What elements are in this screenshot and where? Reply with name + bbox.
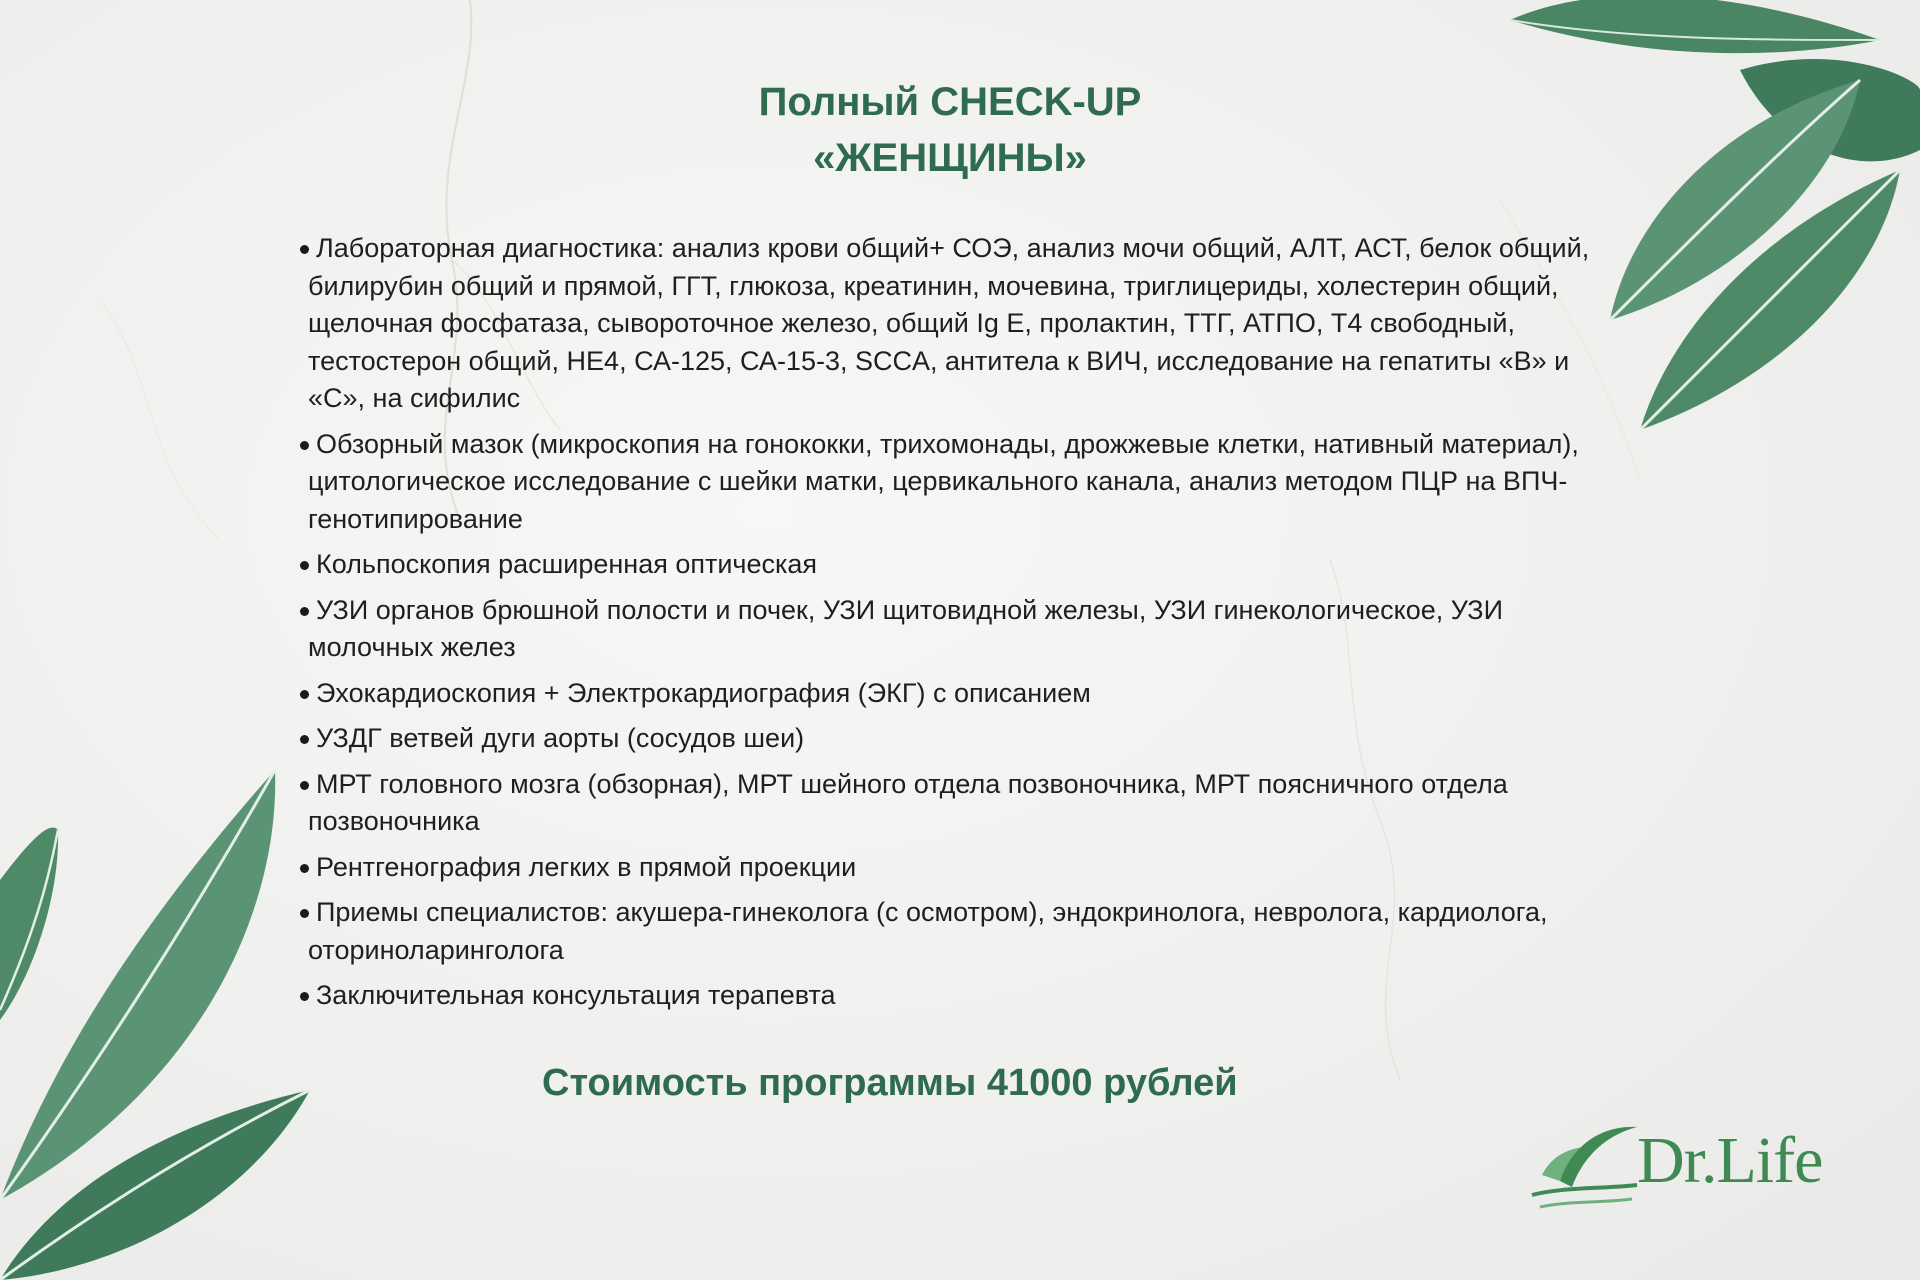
- list-item-text: Заключительная консультация терапевта: [316, 980, 836, 1010]
- list-item: [290, 720, 1630, 758]
- title-line-1: Полный CHECK-UP: [758, 80, 1142, 124]
- list-item: [290, 894, 1630, 969]
- list-item: [290, 546, 1630, 584]
- list-item: [290, 426, 1630, 539]
- list-item-text: УЗИ органов брюшной полости и почек, УЗИ щитовидной железы, УЗИ гинекологическое, УЗИ молочных желез: [308, 594, 1504, 662]
- list-item: [290, 977, 1630, 1015]
- list-item-text: Лабораторная диагностика: анализ крови общий+ СОЭ, анализ мочи общий, АЛТ, АСТ, белок общий, билирубин общий и прямой, ГГТ, глюкоза, креатинин, мочевина, триглицериды, холестерин общий, щелочная фосфатаза, сывороточное железо, общий Ig E, пролактин, ТТГ, АТПО, Т4 свободный, тестостерон общий, НЕ4, СА-125, СА-15-3, SCCA, антитела к ВИЧ, исследование на гепатиты «В» и «С», на сифилис: [308, 233, 1590, 413]
- list-item: [290, 675, 1630, 713]
- list-item: [290, 849, 1630, 887]
- list-item-text: УЗДГ ветвей дуги аорты (сосудов шеи): [316, 723, 805, 753]
- title-line-2: «ЖЕНЩИНЫ»: [813, 136, 1087, 180]
- list-item-text: Рентгенография легких в прямой проекции: [316, 851, 857, 882]
- dr-life-logo: [1512, 1115, 1852, 1225]
- list-item: [290, 592, 1630, 667]
- list-item: [290, 230, 1630, 418]
- list-item: [290, 766, 1630, 841]
- list-item-text: Эхокардиоскопия + Электрокардиография (ЭКГ) с описанием: [316, 677, 1091, 708]
- content-area: [290, 74, 1630, 1023]
- list-item-text: Обзорный мазок (микроскопия на гонококки, трихомонады, дрожжевые клетки, нативный материал), цитологическое исследование с шейки матки, цервикального канала, анализ методом ПЦР на ВПЧ-генотипирование: [308, 428, 1579, 534]
- list-item-text: Кольпоскопия расширенная оптическая: [316, 549, 818, 579]
- services-list: [290, 230, 1630, 1015]
- logo-text: Dr.Life: [1637, 1124, 1823, 1197]
- program-price: Стоимость программы 41000 рублей: [542, 1062, 1238, 1104]
- list-item-text: МРТ головного мозга (обзорная), МРТ шейного отдела позвоночника, МРТ поясничного отдела позвоночника: [308, 768, 1508, 836]
- logo-swoosh-icon: [1512, 1115, 1642, 1225]
- list-item-text: Приемы специалистов: акушера-гинеколога (с осмотром), эндокринолога, невролога, кардиолога, оториноларинголога: [308, 897, 1548, 965]
- page-title: [280, 74, 1620, 186]
- leaf-decoration-bottom-left: [0, 760, 320, 1280]
